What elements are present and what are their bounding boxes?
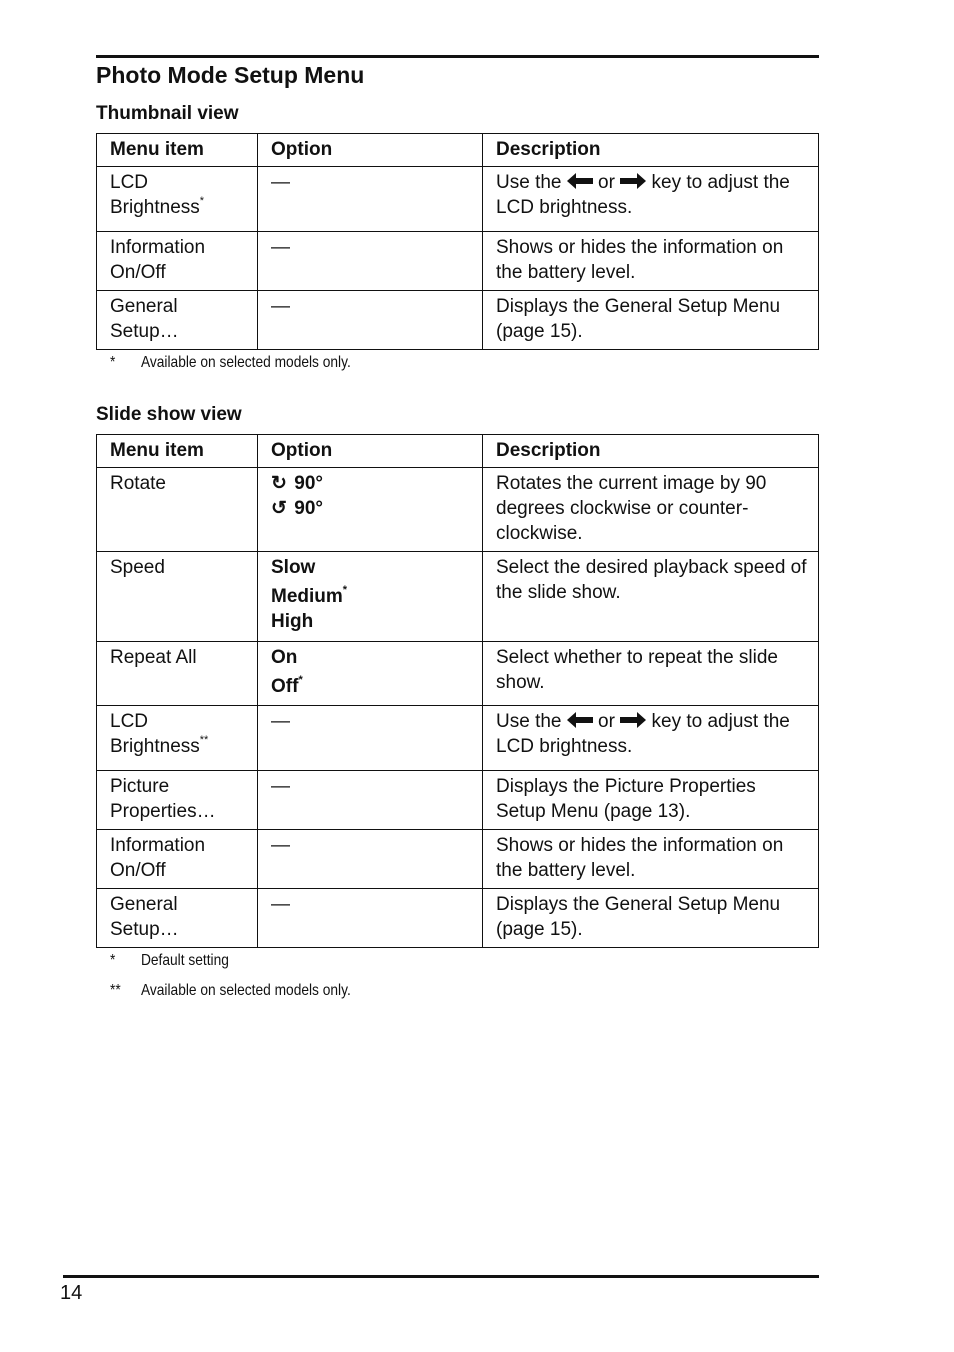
option-cell: ↻ 90° ↺ 90° bbox=[258, 468, 483, 552]
description-cell: Displays the Picture Properties Setup Menu (page 13). bbox=[483, 771, 819, 830]
option-cell: — bbox=[258, 167, 483, 232]
menu-item-cell: Picture Properties… bbox=[97, 771, 258, 830]
table-header-row bbox=[97, 435, 819, 468]
thumbnail-menu-table bbox=[96, 133, 819, 350]
bottom-rule bbox=[63, 1275, 819, 1278]
table-row bbox=[97, 889, 819, 948]
page-number: 14 bbox=[60, 1282, 83, 1304]
page-title: Photo Mode Setup Menu bbox=[96, 62, 365, 88]
menu-item-cell: Rotate bbox=[97, 468, 258, 552]
table-header-row bbox=[97, 134, 819, 167]
footnote: ** Available on selected models only. bbox=[110, 982, 351, 999]
footnote-mark: * bbox=[199, 195, 205, 207]
table-row bbox=[97, 706, 819, 771]
menu-item-cell: LCD Brightness* bbox=[97, 167, 258, 232]
rotate-clockwise-icon: ↻ bbox=[271, 473, 287, 494]
menu-item-cell: General Setup… bbox=[97, 889, 258, 948]
option-cell: — bbox=[258, 706, 483, 771]
footnote-mark: * bbox=[342, 584, 348, 596]
menu-item-cell: Speed bbox=[97, 552, 258, 642]
option-cell: — bbox=[258, 291, 483, 350]
table-row bbox=[97, 771, 819, 830]
menu-item-cell: Information On/Off bbox=[97, 830, 258, 889]
option-cell: — bbox=[258, 771, 483, 830]
description-cell: Use the or key to adjust the LCD brightness. bbox=[483, 167, 819, 232]
option-cell: — bbox=[258, 232, 483, 291]
menu-item-cell: General Setup… bbox=[97, 291, 258, 350]
option-cell: Slow Medium* High bbox=[258, 552, 483, 642]
header-option: Option bbox=[258, 435, 483, 468]
right-arrow-key-icon bbox=[620, 712, 646, 728]
table-row bbox=[97, 642, 819, 706]
header-menu-item: Menu item bbox=[97, 435, 258, 468]
header-description: Description bbox=[483, 134, 819, 167]
table-row bbox=[97, 167, 819, 232]
table-row bbox=[97, 291, 819, 350]
description-cell: Select whether to repeat the slide show. bbox=[483, 642, 819, 706]
description-cell: Displays the General Setup Menu (page 15). bbox=[483, 291, 819, 350]
menu-item-cell: Repeat All bbox=[97, 642, 258, 706]
option-cell: — bbox=[258, 830, 483, 889]
option-cell: — bbox=[258, 889, 483, 948]
thumbnail-view-heading: Thumbnail view bbox=[96, 103, 239, 124]
top-rule bbox=[96, 55, 819, 58]
table-row bbox=[97, 468, 819, 552]
description-cell: Displays the General Setup Menu (page 15). bbox=[483, 889, 819, 948]
header-option: Option bbox=[258, 134, 483, 167]
menu-item-cell: Information On/Off bbox=[97, 232, 258, 291]
table-row bbox=[97, 552, 819, 642]
footnote-mark: ** bbox=[199, 734, 209, 746]
rotate-counterclockwise-icon: ↺ bbox=[271, 498, 287, 519]
description-cell: Use the or key to adjust the LCD brightness. bbox=[483, 706, 819, 771]
left-arrow-key-icon bbox=[567, 712, 593, 728]
slide-show-view-heading: Slide show view bbox=[96, 404, 242, 425]
footnote-mark: * bbox=[298, 674, 303, 686]
slideshow-menu-table bbox=[96, 434, 819, 948]
option-cell: On Off* bbox=[258, 642, 483, 706]
menu-item-cell: LCD Brightness** bbox=[97, 706, 258, 771]
description-cell: Select the desired playback speed of the slide show. bbox=[483, 552, 819, 642]
description-cell: Shows or hides the information on the battery level. bbox=[483, 232, 819, 291]
table-row bbox=[97, 232, 819, 291]
right-arrow-key-icon bbox=[620, 173, 646, 189]
footnote: * Available on selected models only. bbox=[110, 354, 351, 371]
table-row bbox=[97, 830, 819, 889]
header-description: Description bbox=[483, 435, 819, 468]
header-menu-item: Menu item bbox=[97, 134, 258, 167]
footnote: * Default setting bbox=[110, 952, 229, 969]
left-arrow-key-icon bbox=[567, 173, 593, 189]
description-cell: Rotates the current image by 90 degrees clockwise or counter-clockwise. bbox=[483, 468, 819, 552]
description-cell: Shows or hides the information on the battery level. bbox=[483, 830, 819, 889]
